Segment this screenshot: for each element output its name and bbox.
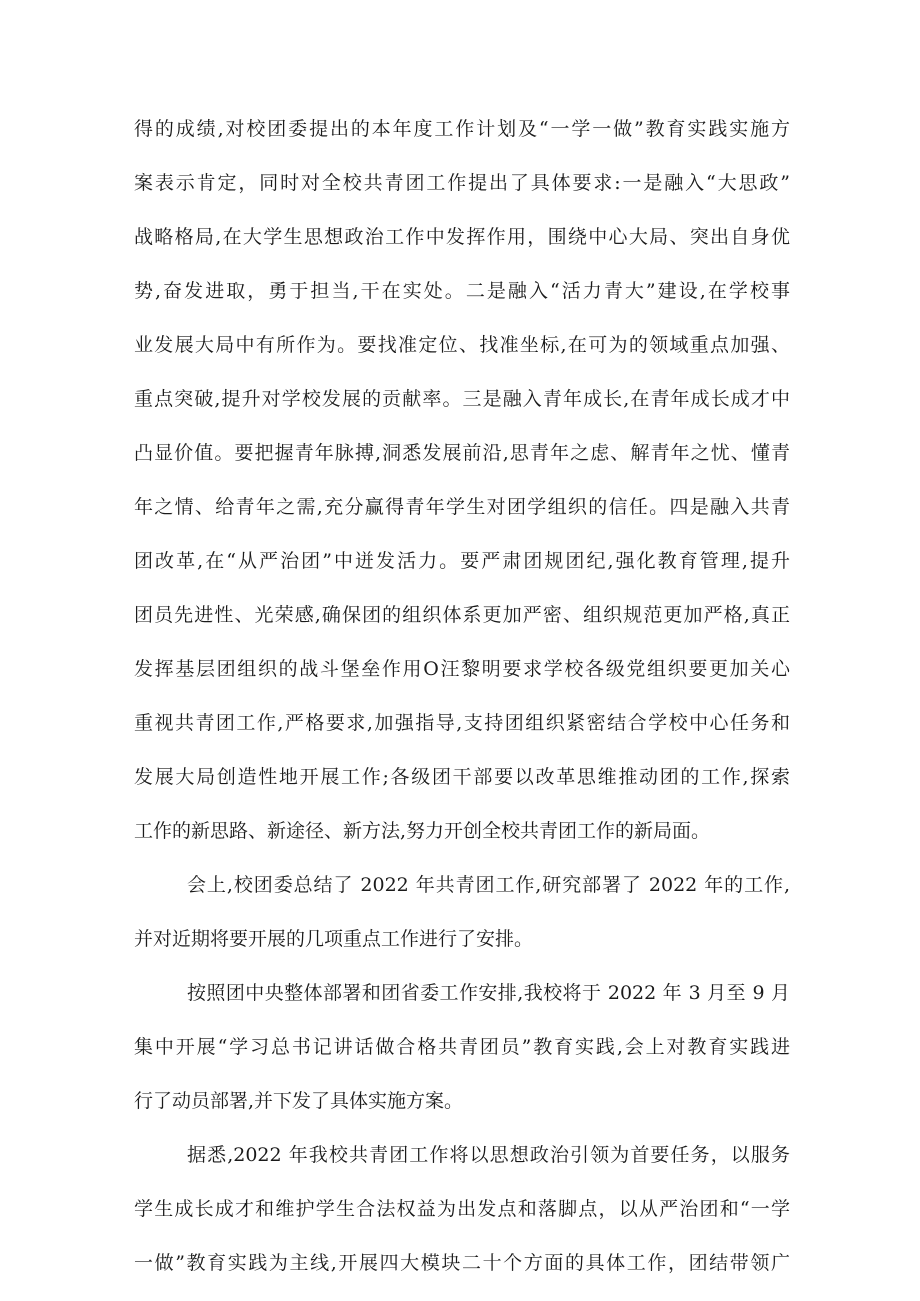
paragraph-line: 学生成长成才和维护学生合法权益为出发点和落脚点，以从严治团和“一学: [134, 1198, 790, 1220]
paragraph-line: 发挥基层团组织的战斗堡垒作用O汪黎明要求学校各级党组织要更加关心: [134, 658, 790, 680]
paragraph-line: 重视共青团工作,严格要求,加强指导,支持团组织紧密结合学校中心任务和: [134, 712, 790, 734]
paragraph-line: 一做”教育实践为主线,开展四大模块二十个方面的具体工作，团结带领广: [134, 1252, 790, 1274]
paragraph-line: 重点突破,提升对学校发展的贡献率。三是融入青年成长,在青年成长成才中: [134, 388, 790, 410]
paragraph-line: 团改革,在“从严治团”中迸发活力。要严肃团规团纪,强化教育管理,提升: [134, 550, 790, 572]
paragraph-line: 团员先进性、光荣感,确保团的组织体系更加严密、组织规范更加严格,真正: [134, 604, 790, 626]
paragraph-line: 凸显价值。要把握青年脉搏,洞悉发展前沿,思青年之虑、解青年之忧、懂青: [134, 442, 790, 464]
paragraph-line: 并对近期将要开展的几项重点工作进行了安排。: [134, 928, 534, 950]
paragraph-line: 工作的新思路、新途径、新方法,努力开创全校共青团工作的新局面。: [134, 820, 711, 842]
paragraph-line: 行了动员部署,并下发了具体实施方案。: [134, 1090, 464, 1112]
paragraph-line: 战略格局,在大学生思想政治工作中发挥作用，围绕中心大局、突出自身优: [134, 226, 790, 248]
paragraph-line: 发展大局创造性地开展工作;各级团干部要以改革思维推动团的工作,探索: [134, 766, 790, 788]
paragraph-line: 集中开展“学习总书记讲话做合格共青团员”教育实践,会上对教育实践进: [134, 1036, 790, 1058]
paragraph-line: 据悉,2022 年我校共青团工作将以思想政治引领为首要任务，以服务: [187, 1144, 790, 1166]
paragraph-line: 年之情、给青年之需,充分赢得青年学生对团学组织的信任。四是融入共青: [134, 496, 790, 518]
paragraph-line: 得的成绩,对校团委提出的本年度工作计划及“一学一做”教育实践实施方: [134, 118, 790, 140]
paragraph-line: 会上,校团委总结了 2022 年共青团工作,研究部署了 2022 年的工作,: [187, 874, 790, 896]
paragraph-line: 按照团中央整体部署和团省委工作安排,我校将于 2022 年 3 月至 9 月: [187, 982, 790, 1004]
paragraph-line: 业发展大局中有所作为。要找准定位、找准坐标,在可为的领域重点加强、: [134, 334, 790, 356]
paragraph-line: 势,奋发进取，勇于担当,干在实处。二是融入“活力青大”建设,在学校事: [134, 280, 790, 302]
paragraph-line: 案表示肯定，同时对全校共青团工作提出了具体要求:一是融入“大思政”: [134, 172, 790, 194]
